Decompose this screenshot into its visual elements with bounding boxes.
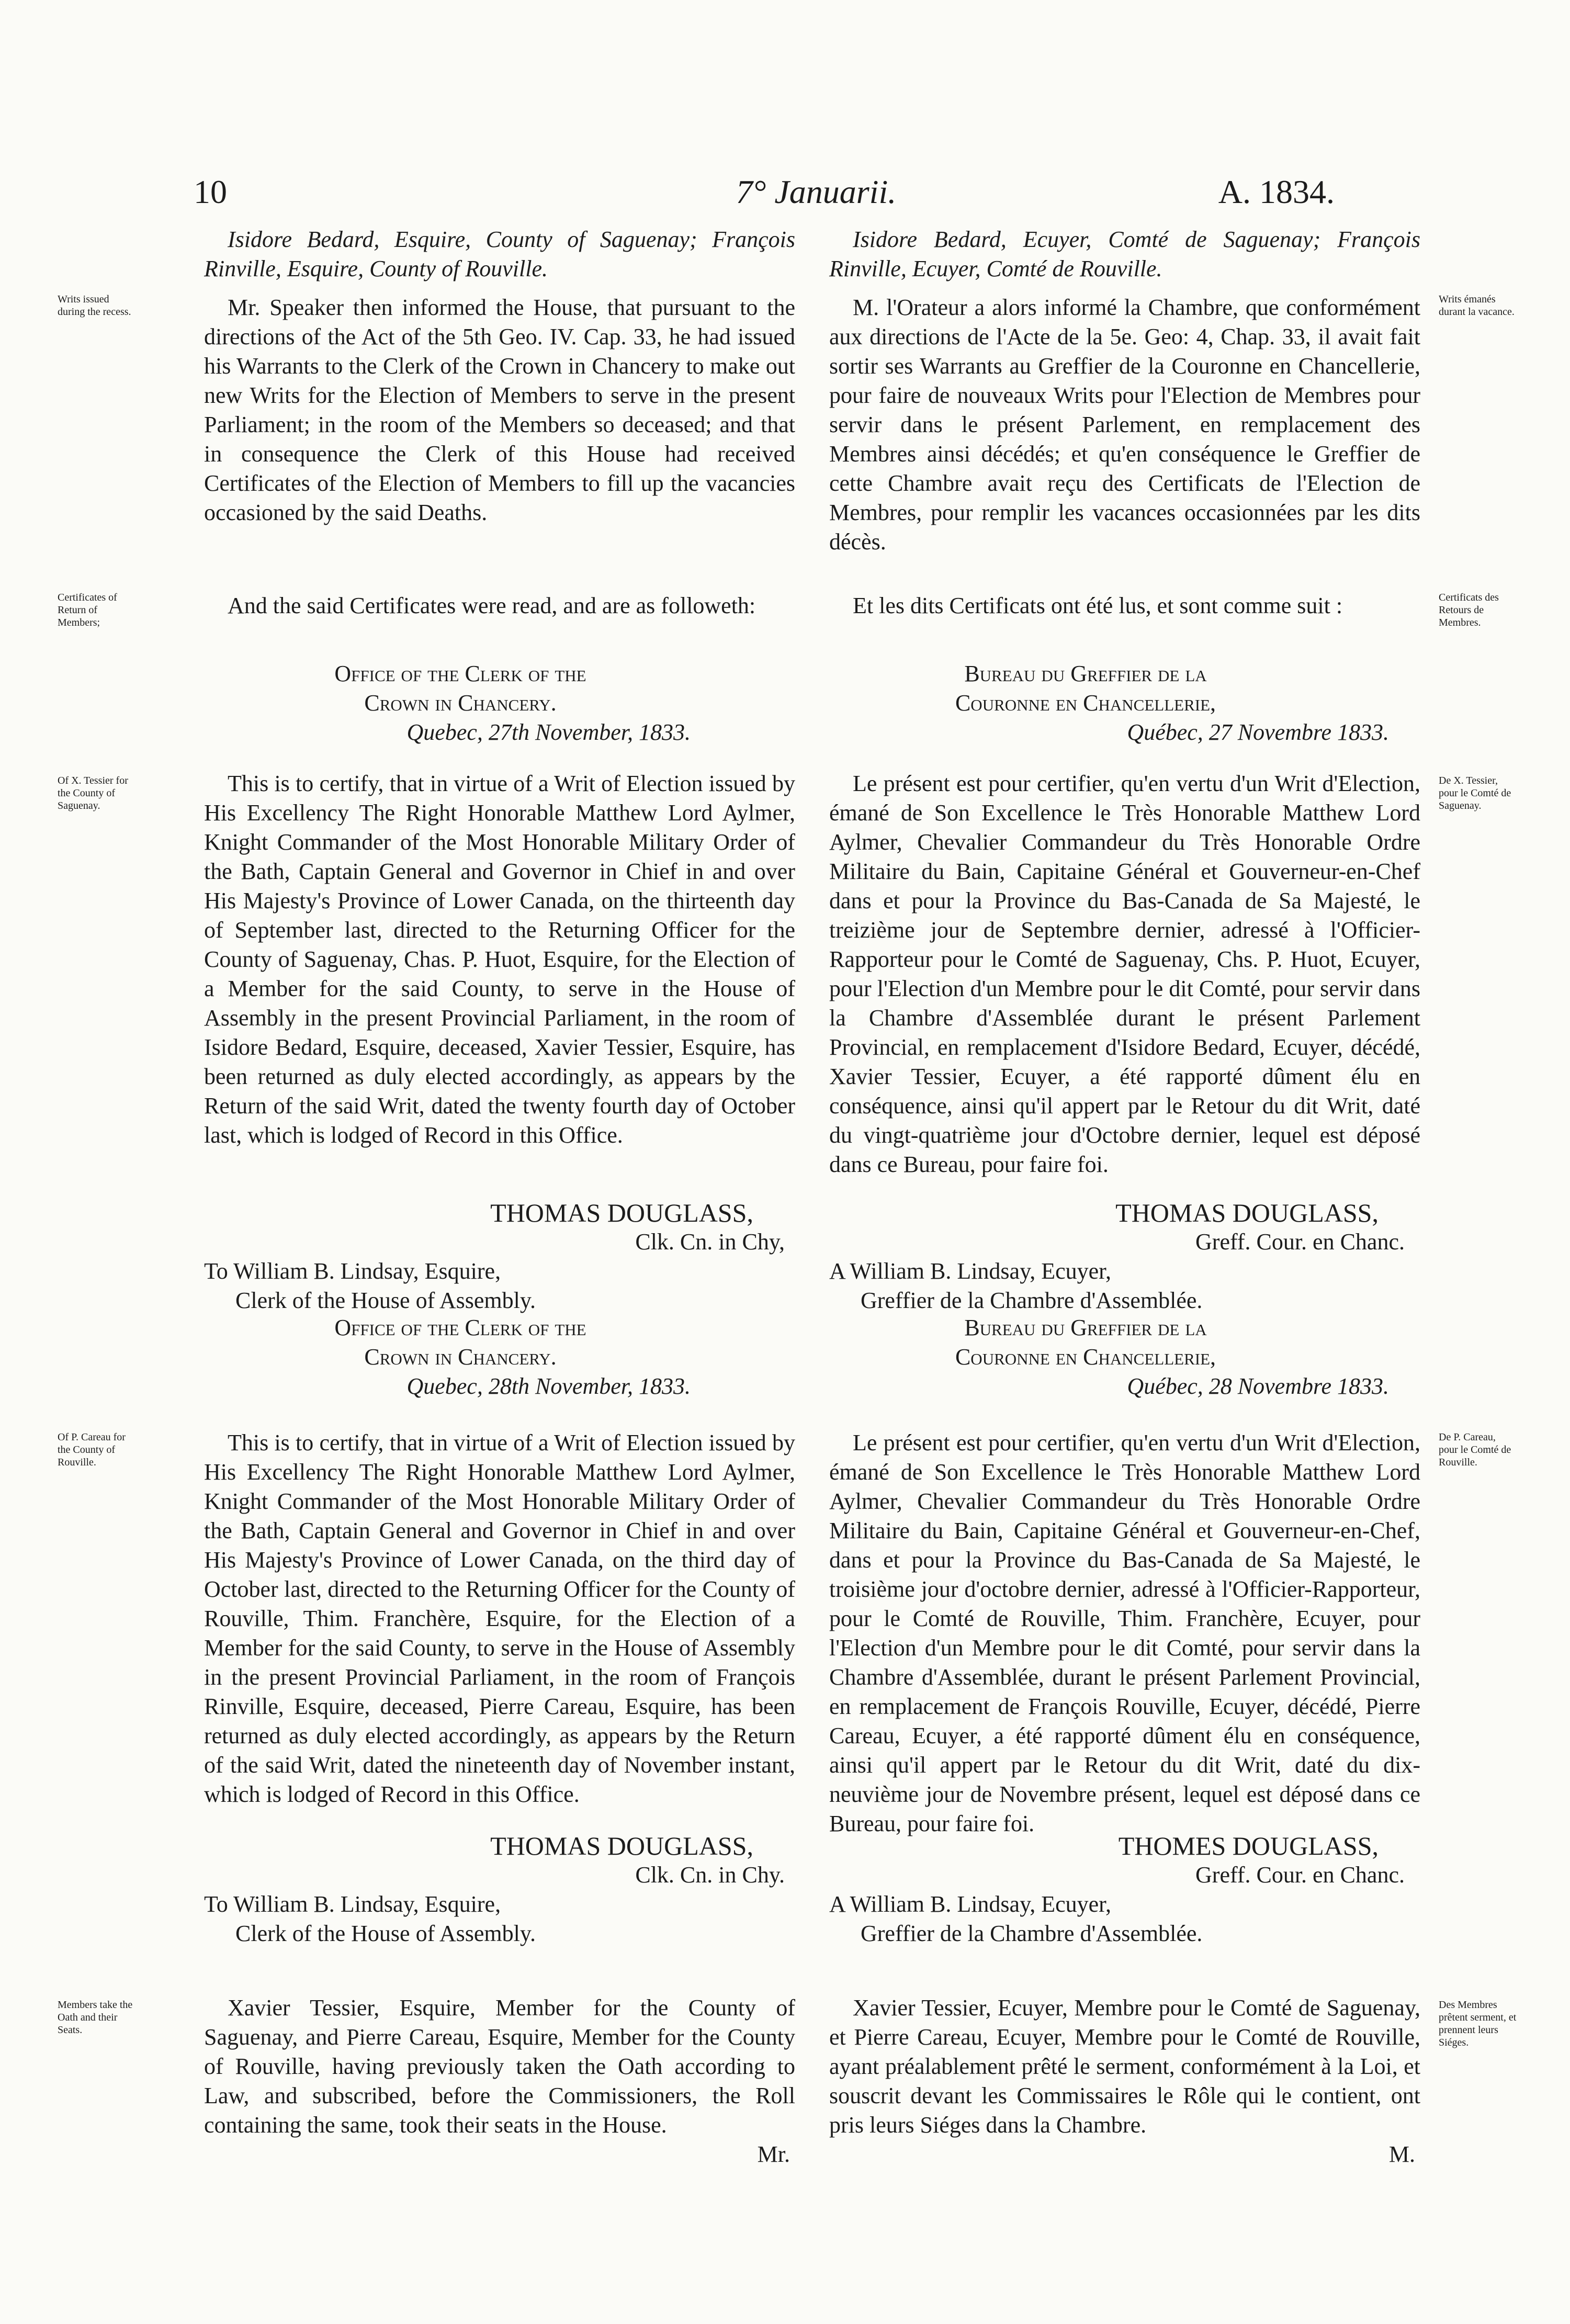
office-line-2: Couronne en Chancellerie,	[955, 1344, 1216, 1370]
english-block-2	[204, 591, 795, 621]
cert2-header-en	[204, 1313, 795, 1401]
page-year: A. 1834.	[1218, 173, 1335, 210]
margin-note-tessier-fr: De X. Tessier, pour le Comté de Saguenay.	[1439, 775, 1511, 811]
signer-name: THOMAS DOUGLASS,	[490, 1198, 753, 1227]
catchword-en: Mr.	[757, 2141, 790, 2167]
page-date: 7° Januarii.	[736, 173, 897, 210]
page-number: 10	[194, 173, 227, 210]
oath-paragraph-en: Xavier Tessier, Esquire, Member for the County of Saguenay, and Pierre Careau, Esquire, Member for the County of Rouville, having previously taken the Oath according to Law, and subscribed, before the Commissioners, the Roll containing the same, took their seats in the House.	[204, 1995, 795, 2138]
addressee: A William B. Lindsay, Ecuyer,	[829, 1258, 1112, 1284]
office-line-2: Crown in Chancery.	[364, 690, 557, 716]
addressee: To William B. Lindsay, Esquire,	[204, 1258, 501, 1284]
cert2-header-fr	[829, 1313, 1420, 1401]
cert1-signature-en	[204, 1198, 795, 1315]
cert2-body-en	[204, 1428, 795, 1809]
cert1-body-en	[204, 769, 795, 1150]
certificates-read-en: And the said Certificates were read, and are as followeth:	[228, 593, 756, 618]
signer-title: Greff. Cour. en Chanc.	[1195, 1862, 1405, 1888]
office-line-1: Office of the Clerk of the	[334, 1315, 586, 1340]
english-block-oath	[204, 1993, 795, 2169]
french-column	[829, 225, 1420, 284]
cert1-header-en	[204, 659, 795, 747]
speaker-paragraph-en: Mr. Speaker then informed the House, that pursuant to the directions of the Act of the 5th Geo. IV. Cap. 33, he had issued his Warrants to the Clerk of the Crown in Chancery to make out new Writs for the Election of Members to serve in the present Parliament; in the room of the Members so deceased; and that in consequence the Clerk of this House had received Certificates of the Election of Members to fill up the vacancies occasioned by the said Deaths.	[204, 295, 795, 525]
signer-title: Greff. Cour. en Chanc.	[1195, 1229, 1405, 1255]
margin-note-writs: Writs issued during the recess.	[58, 294, 131, 318]
office-line-1: Office of the Clerk of the	[334, 661, 586, 686]
french-block-2	[829, 591, 1420, 621]
cert-body: Le présent est pour certifier, qu'en vertu d'un Writ d'Election, émané de Son Excellence le Très Honorable Matthew Lord Aylmer, Chevalier Commandeur du Très Honorable Ordre Militaire du Bain, Capitaine Général et Gouverneur-en-Chef dans et pour la Province du Bas-Canada de Sa Majesté, le treizième jour de Septembre dernier, adressé à l'Officier-Rapporteur pour le Comté de Saguenay, Chs. P. Huot, Ecuyer, pour l'Election d'un Membre pour le dit Comté, pour servir dans la Chambre d'Assemblée durant le présent Parlement Provincial, en remplacement d'Isidore Bedard, Ecuyer, décédé, Xavier Tessier, Ecuyer, a été rapporté dûment élu en conséquence, ainsi qu'il appert par le Retour du dit Writ, daté du vingt-quatrième jour d'Octobre dernier, lequel est déposé dans ce Bureau, pour faire foi.	[829, 771, 1420, 1177]
addressee-title: Clerk of the House of Assembly.	[235, 1288, 536, 1313]
office-line-2: Couronne en Chancellerie,	[955, 690, 1216, 716]
margin-note-oath-fr: Des Membres prêtent serment, et prennent leurs Siéges.	[1439, 1999, 1517, 2048]
cert-body: Le présent est pour certifier, qu'en vertu d'un Writ d'Election, émané de Son Excellence le Très Honorable Matthew Lord Aylmer, Chevalier Commandeur du Très Honorable Ordre Militaire du Bain, Capitaine Général et Gouverneur-en-Chef, dans et pour la Province du Bas-Canada de Sa Majesté, le troisième jour d'octobre dernier, adressé à l'Officier-Rapporteur, pour le Comté de Rouville, Thim. Franchère, Ecuyer, pour l'Election d'un Membre pour le dit Comté, pour servir dans la Chambre d'Assemblée, durant le présent Parlement Provincial, en remplacement de François Rouville, Ecuyer, décédé, Pierre Careau, Ecuyer, a été rapporté dûment élu en conséquence, ainsi qu'il appert par le Retour du dit Writ, daté du dix-neuvième jour de Novembre présent, lequel est déposé dans ce Bureau, pour faire foi.	[829, 1430, 1420, 1836]
cert-date: Québec, 27 Novembre 1833.	[1127, 719, 1389, 745]
margin-note-careau: Of P. Careau for the County of Rouville.	[58, 1431, 126, 1468]
addressee-title: Greffier de la Chambre d'Assemblée.	[861, 1288, 1203, 1313]
certificates-read-fr: Et les dits Certificats ont été lus, et sont comme suit :	[853, 593, 1343, 618]
cert-date: Quebec, 28th November, 1833.	[406, 1373, 691, 1399]
intro-en: Isidore Bedard, Esquire, County of Saguenay; François Rinville, Esquire, County of Rouville.	[204, 227, 795, 281]
signer-name: THOMAS DOUGLASS,	[490, 1831, 753, 1860]
english-block-1	[204, 293, 795, 527]
english-column	[204, 225, 795, 284]
cert1-body-fr	[829, 769, 1420, 1179]
signer-name: THOMAS DOUGLASS,	[1115, 1198, 1379, 1227]
cert-body: This is to certify, that in virtue of a Writ of Election issued by His Excellency The Right Honorable Matthew Lord Aylmer, Knight Commander of the Most Honorable Military Order of the Bath, Captain General and Governor in Chief in and over His Majesty's Province of Lower Canada, on the third day of October last, directed to the Returning Officer for the County of Rouville, Thim. Franchère, Esquire, for the Election of a Member for the said County, to serve in the House of Assembly in the present Provincial Parliament, in the room of François Rinville, Esquire, deceased, Pierre Careau, Esquire, has been returned as duly elected accordingly, as appears by the Return of the said Writ, dated the nineteenth day of November instant, which is lodged of Record in this Office.	[204, 1430, 795, 1807]
speaker-paragraph-fr: M. l'Orateur a alors informé la Chambre, que conformément aux directions de l'Acte de la 5e. Geo: 4, Chap. 33, il avait fait sortir ses Warrants au Greffier de la Couronne en Chancellerie, pour faire de nouveaux Writs pour l'Election de Membres pour servir dans le présent Parlement, en remplacement des Membres ainsi décédés; et qu'en conséquence le Greffier de cette Chambre avait reçu des Certificats de l'Election de Membres, pour remplir les vacances occasionnées par les dits décès.	[829, 295, 1420, 555]
margin-note-certificates: Certificates of Return of Members;	[58, 592, 117, 628]
catchword-fr: M.	[1388, 2141, 1415, 2167]
margin-note-tessier: Of X. Tessier for the County of Saguenay.	[58, 775, 128, 811]
oath-paragraph-fr: Xavier Tessier, Ecuyer, Membre pour le Comté de Saguenay, et Pierre Careau, Ecuyer, Membre pour le Comté de Rouville, ayant préalablement prêté le serment, conformément à la Loi, et souscrit devant les Commissaires le Rôle qui le contient, ont pris leurs Siéges dans la Chambre.	[829, 1995, 1420, 2138]
addressee: A William B. Lindsay, Ecuyer,	[829, 1891, 1112, 1917]
cert-date: Quebec, 27th November, 1833.	[406, 719, 691, 745]
signer-name: THOMES DOUGLASS,	[1118, 1831, 1379, 1860]
signer-title: Clk. Cn. in Chy,	[635, 1229, 785, 1255]
addressee-title: Greffier de la Chambre d'Assemblée.	[861, 1921, 1203, 1946]
office-line-1: Bureau du Greffier de la	[964, 1315, 1207, 1340]
margin-note-certificates-fr: Certificats des Retours de Membres.	[1439, 592, 1499, 628]
french-block-1	[829, 293, 1420, 557]
signer-title: Clk. Cn. in Chy.	[635, 1862, 785, 1888]
cert2-signature-en	[204, 1831, 795, 1948]
margin-note-oath: Members take the Oath and their Seats.	[58, 1999, 133, 2036]
addressee-title: Clerk of the House of Assembly.	[235, 1921, 536, 1946]
margin-note-careau-fr: De P. Careau, pour le Comté de Rouville.	[1439, 1431, 1511, 1468]
cert2-body-fr	[829, 1428, 1420, 1838]
cert1-header-fr	[829, 659, 1420, 747]
office-line-1: Bureau du Greffier de la	[964, 661, 1207, 686]
cert-date: Québec, 28 Novembre 1833.	[1127, 1373, 1389, 1399]
cert-body: This is to certify, that in virtue of a Writ of Election issued by His Excellency The Right Honorable Matthew Lord Aylmer, Knight Commander of the Most Honorable Military Order of the Bath, Captain General and Governor in Chief in and over His Majesty's Province of Lower Canada, on the thirteenth day of September last, directed to the Returning Officer for the County of Saguenay, Chas. P. Huot, Esquire, for the Election of a Member for the said County, to serve in the House of Assembly in the present Provincial Parliament, in the room of Isidore Bedard, Esquire, deceased, Xavier Tessier, Esquire, has been returned as duly elected accordingly, as appears by the Return of the said Writ, dated the twenty fourth day of October last, which is lodged of Record in this Office.	[204, 771, 795, 1148]
office-line-2: Crown in Chancery.	[364, 1344, 557, 1370]
intro-fr: Isidore Bedard, Ecuyer, Comté de Saguenay; François Rinville, Ecuyer, Comté de Rouville.	[829, 227, 1420, 281]
cert2-signature-fr	[829, 1831, 1420, 1948]
margin-note-writs-fr: Writs émanés durant la vacance.	[1439, 294, 1515, 318]
cert1-signature-fr	[829, 1198, 1420, 1315]
french-block-oath	[829, 1993, 1420, 2169]
addressee: To William B. Lindsay, Esquire,	[204, 1891, 501, 1917]
